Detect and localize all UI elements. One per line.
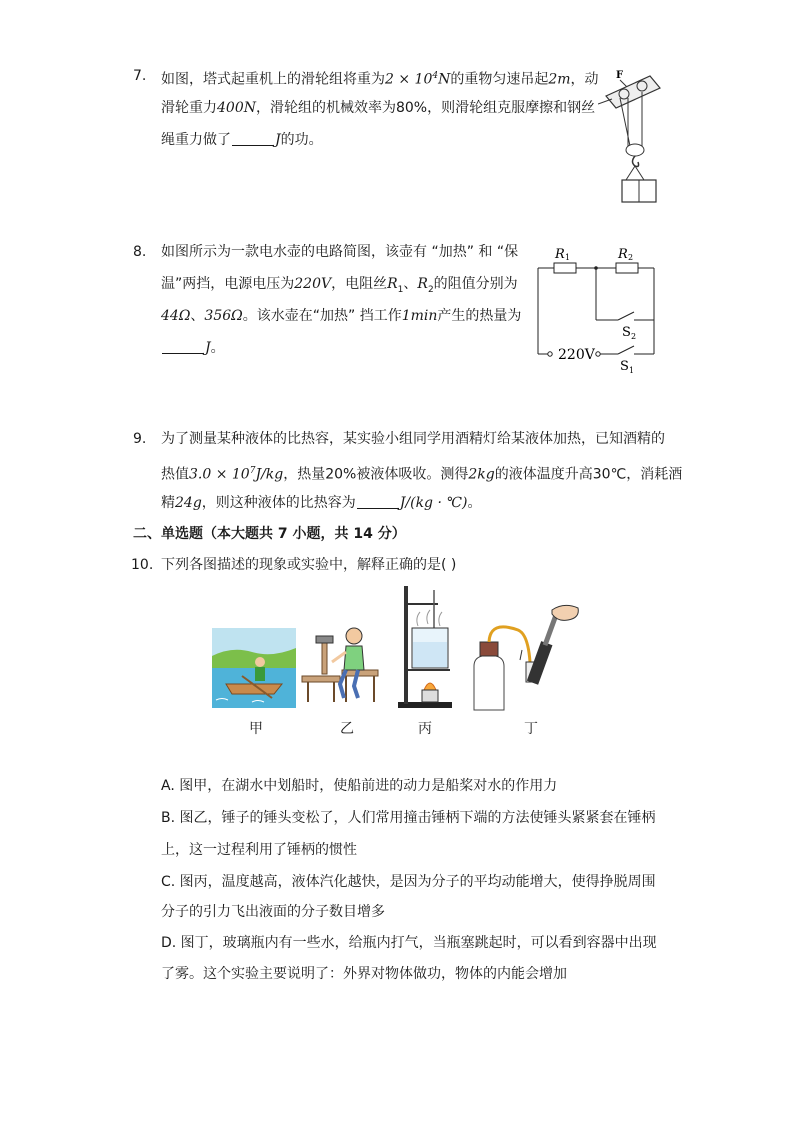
svg-text:1: 1 <box>629 366 635 375</box>
question-9-line-2: 热值$3.0 \times 10^7J/kg$，热量20%被液体吸收。测得2kg的液体温度升高30℃，消耗酒 <box>161 466 683 483</box>
question-8-line-4: J。 <box>161 338 225 358</box>
figure-yi-hammer <box>300 626 380 708</box>
circuit-diagram <box>530 240 665 375</box>
pulley-crane-figure <box>598 66 668 206</box>
resistor-r1 <box>554 263 576 273</box>
answer-blank <box>357 494 399 509</box>
question-number: 7. <box>133 68 147 84</box>
figure-bing-beaker <box>392 582 454 710</box>
resistor-r2 <box>616 263 638 273</box>
option-d[interactable]: D. 图丁，玻璃瓶内有一些水，给瓶内打气，当瓶塞跳起时，可以看到容器中出现 <box>161 935 657 951</box>
question-number: 10. <box>131 557 154 573</box>
figure-ding-pump <box>468 602 588 712</box>
option-b[interactable]: B. 图乙，锤子的锤头变松了，人们常用撞击锤柄下端的方法使锤头紧紧套在锤柄 <box>161 810 656 826</box>
answer-blank <box>162 339 204 354</box>
svg-text:S: S <box>622 325 631 340</box>
question-8-line-1: 如图所示为一款电水壶的电路简图，该壶有 “加热” 和 “保 <box>161 244 519 260</box>
svg-text:S: S <box>620 359 629 374</box>
question-number: 9. <box>133 431 147 447</box>
question-number: 8. <box>133 244 147 260</box>
figure-label-ding: 丁 <box>524 721 538 737</box>
force-label: F <box>616 70 624 81</box>
switch-s2 <box>618 312 634 320</box>
question-7-line-1: 如图，塔式起重机上的滑轮组将重为$2 \times 10^4N$的重物匀速吊起2m，动 <box>161 71 599 88</box>
switch-s1 <box>618 346 634 354</box>
question-9-line-1: 为了测量某种液体的比热容，某实验小组同学用酒精灯给某液体加热，已知酒精的 <box>161 431 665 447</box>
option-c-continued: 分子的引力飞出液面的分子数目增多 <box>161 904 385 920</box>
question-9-line-3: 精24g，则这种液体的比热容为 J/(kg · ℃)。 <box>161 495 482 511</box>
option-b-continued: 上，这一过程利用了锤柄的惯性 <box>161 842 357 858</box>
answer-blank <box>232 131 274 146</box>
svg-text:1: 1 <box>565 253 571 262</box>
question-8-line-2: 温”两挡，电源电压为220V，电阻丝$R_1$、$R_2$的阻值分别为 <box>161 276 518 295</box>
svg-text:2: 2 <box>631 332 637 341</box>
svg-text:R: R <box>555 247 565 262</box>
figure-label-bing: 丙 <box>418 721 432 737</box>
figure-jia-boat <box>212 628 296 708</box>
svg-text:R: R <box>618 247 628 262</box>
question-7-line-3: 绳重力做了 J的功。 <box>161 132 323 148</box>
option-a[interactable]: A. 图甲，在湖水中划船时，使船前进的动力是船桨对水的作用力 <box>161 778 558 794</box>
question-10-stem: 下列各图描述的现象或实验中，解释正确的是( ) <box>161 557 457 573</box>
figure-label-jia: 甲 <box>249 721 263 737</box>
option-d-continued: 了雾。这个实验主要说明了：外界对物体做功，物体的内能会增加 <box>161 966 567 982</box>
svg-text:2: 2 <box>628 253 634 262</box>
section-heading: 二、单选题（本大题共 7 小题，共 14 分） <box>133 526 406 542</box>
question-7-line-2: 滑轮重力400N，滑轮组的机械效率为80%，则滑轮组克服摩擦和钢丝 <box>161 100 596 116</box>
question-8-line-3: 44Ω、356Ω。该水壶在“加热” 挡工作1min产生的热量为 <box>161 308 522 324</box>
svg-text:220V: 220V <box>558 347 595 363</box>
figure-label-yi: 乙 <box>340 721 354 737</box>
option-c[interactable]: C. 图丙，温度越高，液体汽化越快，是因为分子的平均动能增大，使得挣脱周围 <box>161 874 656 890</box>
